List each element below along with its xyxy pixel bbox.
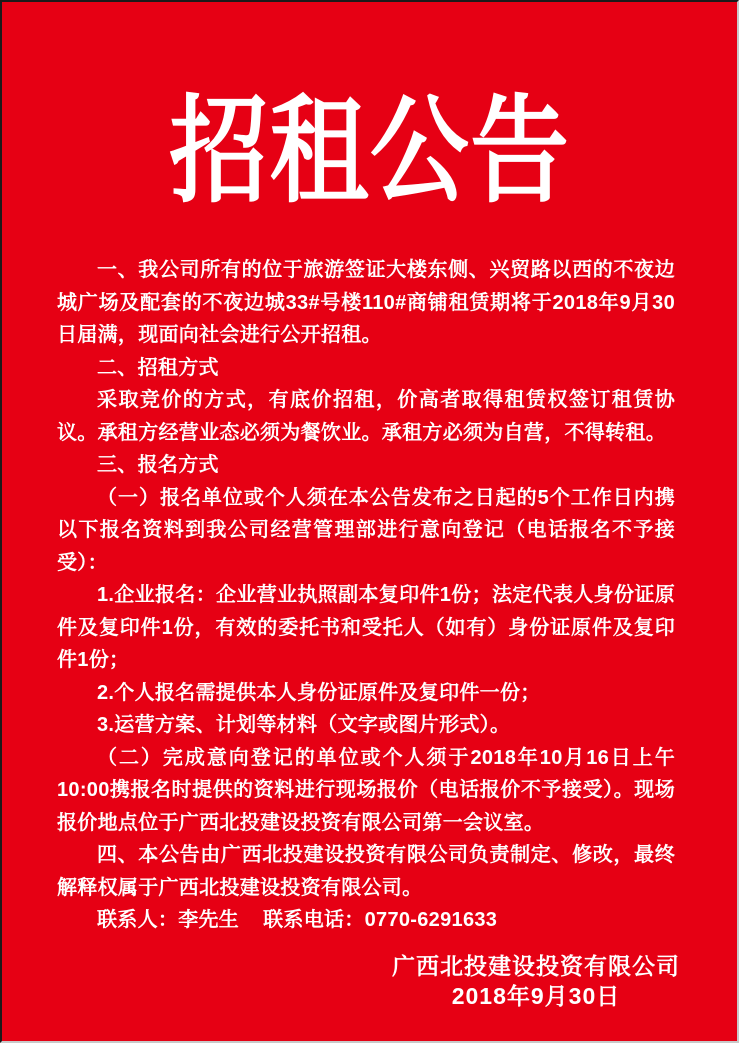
para-onsite-bidding: （二）完成意向登记的单位或个人须于2018年10月16日上午10:00携报名时提供的资料进行现场报价（电话报价不予接受）。现场报价地点位于广西北投建设投资有限公司第一会议室。 (57, 746, 675, 834)
poster-title (2, 83, 737, 219)
announcement-body (57, 254, 675, 937)
para-registration-deadline: （一）报名单位或个人须在本公告发布之日起的5个工作日内携以下报名资料到我公司经营管理部进行意向登记（电话报名不予接受）： (57, 486, 675, 574)
poster-title-text: 招租公告 (168, 83, 571, 219)
contact-person-name: 李先生 (178, 909, 240, 931)
contact-phone-number: 0770-6291633 (364, 909, 498, 931)
para-enterprise-documents: 1.企业报名：企业营业执照副本复印件1份；法定代表人身份证原件及复印件1份，有效的委托书和受托人（如有）身份证原件及复印件1份； (57, 584, 675, 671)
heading-rental-method: 二、招租方式 (97, 356, 219, 379)
para-rental-method: 采取竞价的方式，有底价招租，价高者取得租赁权签订租赁协议。承租方经营业态必须为餐饮业。承租方必须为自营，不得转租。 (57, 389, 675, 444)
contact-person-label: 联系人： (97, 909, 179, 931)
contact-phone-label: 联系电话： (263, 909, 365, 931)
signature-company: 广西北投建设投资有限公司 (392, 952, 680, 979)
para-individual-documents: 2.个人报名需提供本人身份证原件及复印件一份； (97, 681, 541, 704)
para-final-interpretation: 四、本公告由广西北投建设投资有限公司负责制定、修改，最终解释权属于广西北投建设投资有限公司。 (57, 844, 675, 899)
signature-date: 2018年9月30日 (451, 982, 621, 1009)
heading-registration-method: 三、报名方式 (97, 454, 219, 476)
para-intro-property: 一、我公司所有的位于旅游签证大楼东侧、兴贸路以西的不夜边城广场及配套的不夜边城33#号楼110#商铺租赁期将于2018年9月30日届满，现面向社会进行公开招租。 (57, 259, 675, 346)
contact-line (57, 904, 675, 937)
para-operation-plan: 3.运营方案、计划等材料（文字或图片形式）。 (97, 714, 511, 736)
signature-block (392, 951, 680, 1011)
